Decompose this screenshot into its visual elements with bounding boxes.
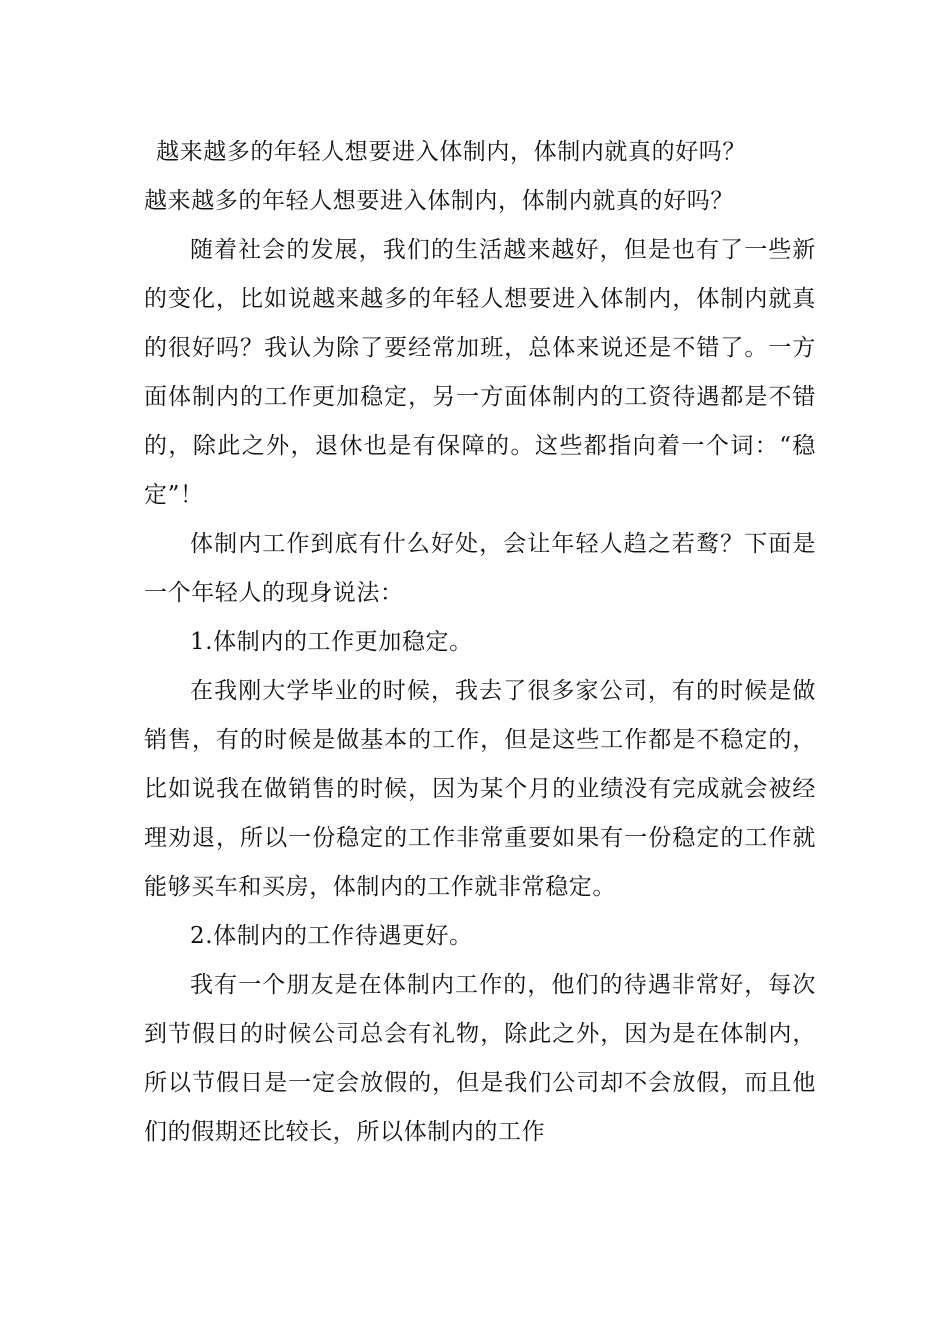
paragraph-intro: 随着社会的发展，我们的生活越来越好，但是也有了一些新的变化，比如说越来越多的年轻人想要进入体制内，体制内就真的很好吗？我认为除了要经常加班，总体来说还是不错了。一方面体制内的工作更加稳定，另一方面体制内的工资待遇都是不错的，除此之外，退休也是有保障的。这些都指向着一个词：“稳定”！	[144, 237, 816, 508]
document-title-repeat: 越来越多的年轻人想要进入体制内，体制内就真的好吗？	[144, 188, 734, 214]
document-title: 越来越多的年轻人想要进入体制内，体制内就真的好吗？	[156, 139, 746, 165]
section-heading-2: 2.体制内的工作待遇更好。	[190, 923, 473, 949]
paragraph-section-2: 我有一个朋友是在体制内工作的，他们的待遇非常好，每次到节假日的时候公司总会有礼物，除此之外，因为是在体制内，所以节假日是一定会放假的，但是我们公司却不会放假，而且他们的假期还比较长，所以体制内的工作	[144, 972, 816, 1145]
document-page	[144, 128, 816, 1157]
paragraph-section-1: 在我刚大学毕业的时候，我去了很多家公司，有的时候是做销售，有的时候是做基本的工作，但是这些工作都是不稳定的，比如说我在做销售的时候，因为某个月的业绩没有完成就会被经理劝退，所以一份稳定的工作非常重要如果有一份稳定的工作就能够买车和买房，体制内的工作就非常稳定。	[144, 678, 816, 900]
paragraph-question: 体制内工作到底有什么好处，会让年轻人趋之若鹜？下面是一个年轻人的现身说法：	[144, 531, 816, 606]
section-heading-1: 1.体制内的工作更加稳定。	[190, 629, 473, 655]
